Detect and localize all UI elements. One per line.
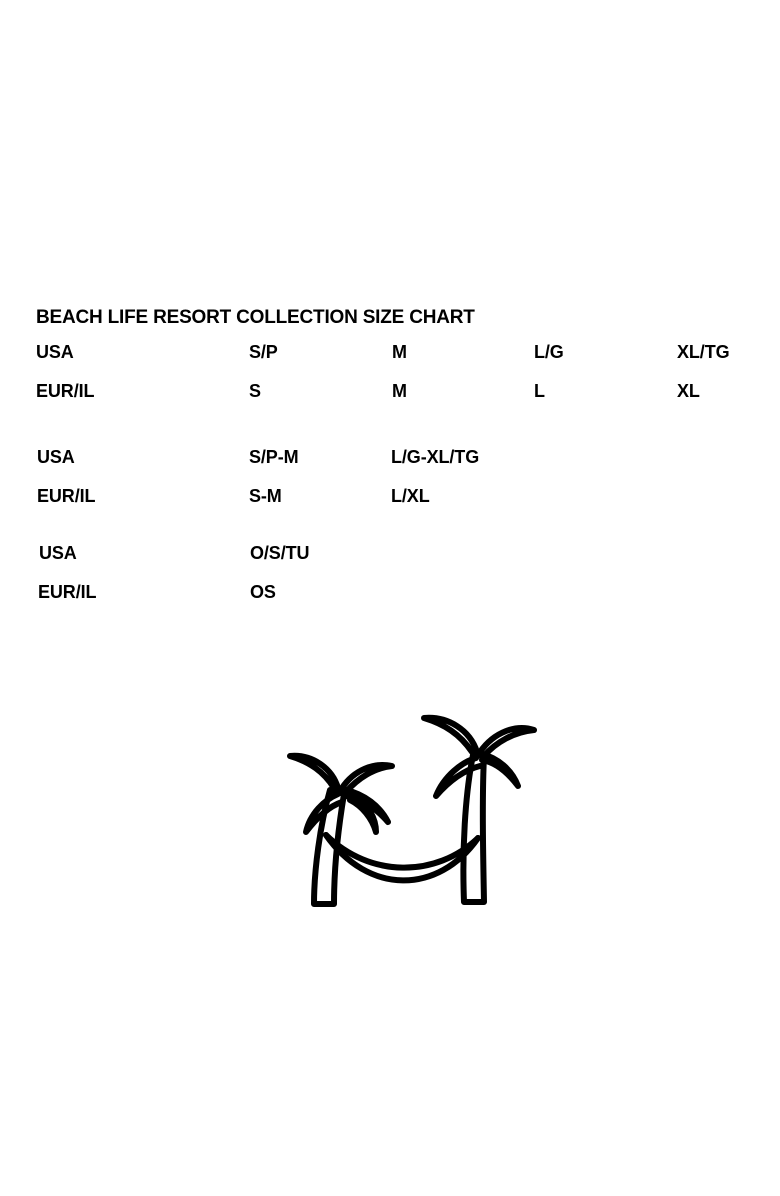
table-row	[0, 340, 780, 379]
size-cell: XL/TG	[677, 342, 730, 362]
size-cell: M	[392, 381, 407, 401]
table-row	[0, 541, 780, 580]
size-cell: L/G	[534, 342, 564, 362]
size-cell: L/G-XL/TG	[391, 447, 480, 467]
row-label-eur-il: EUR/IL	[38, 582, 97, 602]
size-cell: XL	[677, 381, 700, 401]
row-label-eur-il: EUR/IL	[37, 486, 96, 506]
row-label-eur-il: EUR/IL	[36, 381, 95, 401]
size-cell: S/P	[249, 342, 278, 362]
table-row	[0, 379, 780, 418]
size-cell: S/P-M	[249, 447, 299, 467]
size-cell: O/S/TU	[250, 543, 310, 563]
size-cell: S-M	[249, 486, 282, 506]
row-label-usa: USA	[37, 447, 75, 467]
table-row	[0, 580, 780, 619]
size-table-combined	[0, 445, 780, 523]
row-label-usa: USA	[39, 543, 77, 563]
row-label-usa: USA	[36, 342, 74, 362]
size-cell: M	[392, 342, 407, 362]
palm-trees-hammock-icon	[248, 690, 538, 930]
size-cell: L	[534, 381, 545, 401]
size-table-apparel	[0, 340, 780, 418]
page-title: BEACH LIFE RESORT COLLECTION SIZE CHART	[36, 307, 475, 328]
size-cell: OS	[250, 582, 276, 602]
size-table-one-size	[0, 541, 780, 619]
size-cell: S	[249, 381, 261, 401]
size-cell: L/XL	[391, 486, 430, 506]
table-row	[0, 484, 780, 523]
table-row	[0, 445, 780, 484]
